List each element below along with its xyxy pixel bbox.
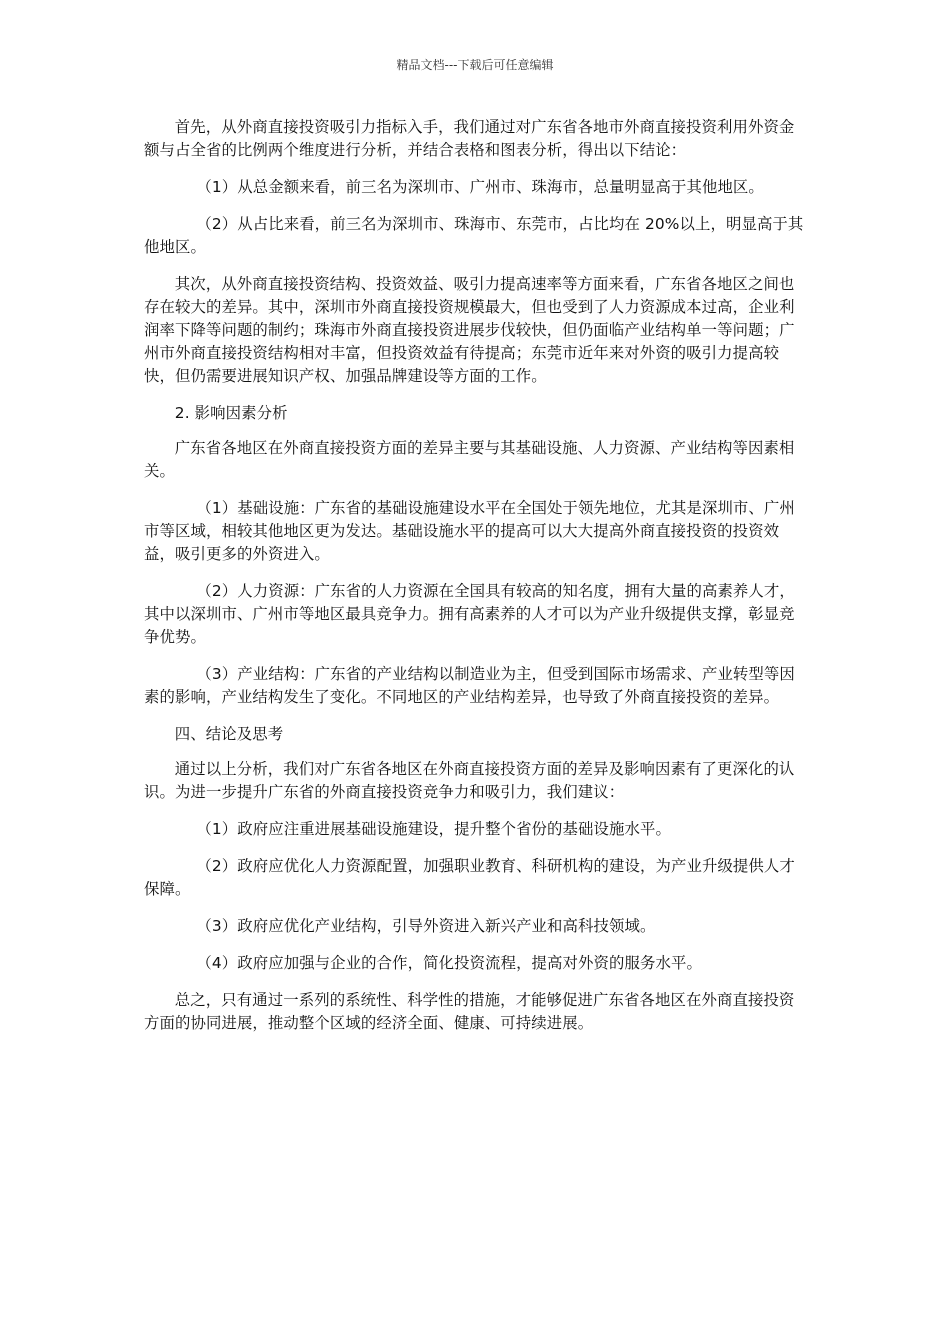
list-item-suggestion-4: （4）政府应加强与企业的合作，简化投资流程，提高对外资的服务水平。 bbox=[196, 954, 702, 972]
list-item-suggestion-1: （1）政府应注重进展基础设施建设，提升整个省份的基础设施水平。 bbox=[196, 820, 671, 838]
list-item-suggestion-2: （2）政府应优化人力资源配置，加强职业教育、科研机构的建设，为产业升级提供人才保障。 bbox=[144, 857, 795, 898]
list-item-share: （2）从占比来看，前三名为深圳市、珠海市、东莞市，占比均在 20%以上，明显高于其他地区。 bbox=[144, 215, 804, 256]
list-item-human-resources: （2）人力资源：广东省的人力资源在全国具有较高的知名度，拥有大量的高素养人才，其中以深圳市、广州市等地区最具竞争力。拥有高素养的人才可以为产业升级提供支撑，彰显竞争优势。 bbox=[144, 582, 795, 646]
paragraph-summary: 总之，只有通过一系列的系统性、科学性的措施，才能够促进广东省各地区在外商直接投资方面的协同进展，推动整个区域的经济全面、健康、可持续进展。 bbox=[144, 991, 795, 1032]
paragraph-conclusion-intro: 通过以上分析，我们对广东省各地区在外商直接投资方面的差异及影响因素有了更深化的认识。为进一步提升广东省的外商直接投资竞争力和吸引力，我们建议： bbox=[144, 760, 795, 801]
list-item-suggestion-3: （3）政府应优化产业结构，引导外资进入新兴产业和高科技领域。 bbox=[196, 917, 656, 935]
list-item-industry-structure: （3）产业结构：广东省的产业结构以制造业为主，但受到国际市场需求、产业转型等因素的影响，产业结构发生了变化。不同地区的产业结构差异，也导致了外商直接投资的差异。 bbox=[144, 665, 795, 706]
paragraph-intro: 首先，从外商直接投资吸引力指标入手，我们通过对广东省各地市外商直接投资利用外资金额与占全省的比例两个维度进行分析，并结合表格和图表分析，得出以下结论： bbox=[144, 118, 795, 159]
list-item-total-amount: （1）从总金额来看，前三名为深圳市、广州市、珠海市，总量明显高于其他地区。 bbox=[196, 178, 764, 196]
section-heading-conclusion: 四、结论及思考 bbox=[174, 725, 284, 743]
list-item-infrastructure: （1）基础设施：广东省的基础设施建设水平在全国处于领先地位，尤其是深圳市、广州市等区域，相较其他地区更为发达。基础设施水平的提高可以大大提高外商直接投资的投资效益，吸引更多的外资进入。 bbox=[144, 499, 795, 563]
section-heading-factors: 2. 影响因素分析 bbox=[174, 404, 288, 422]
page-header: 精品文档---下载后可任意编辑 bbox=[396, 58, 554, 72]
paragraph-factors-intro: 广东省各地区在外商直接投资方面的差异主要与其基础设施、人力资源、产业结构等因素相关。 bbox=[144, 439, 795, 480]
paragraph-differences: 其次，从外商直接投资结构、投资效益、吸引力提高速率等方面来看，广东省各地区之间也存在较大的差异。其中，深圳市外商直接投资规模最大，但也受到了人力资源成本过高，企业利润率下降等问题的制约；珠海市外商直接投资进展步伐较快，但仍面临产业结构单一等问题；广州市外商直接投资结构相对丰富，但投资效益有待提高；东莞市近年来对外资的吸引力提高较快，但仍需要进展知识产权、加强品牌建设等方面的工作。 bbox=[144, 275, 795, 385]
document-body bbox=[144, 116, 806, 1049]
